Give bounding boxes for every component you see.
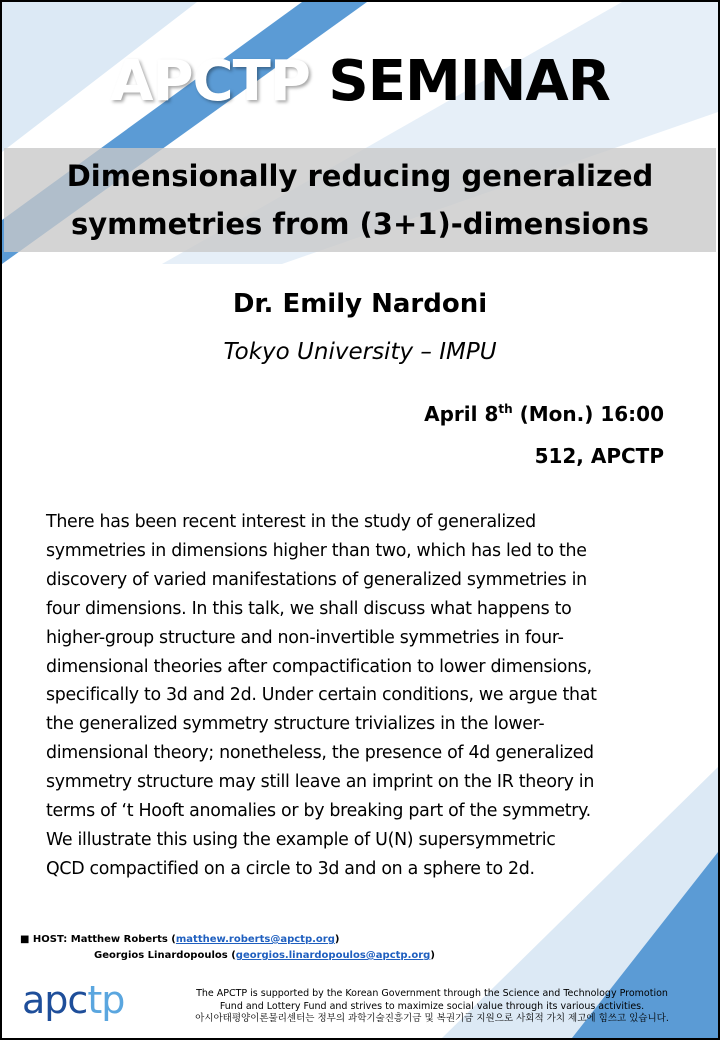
host-info bbox=[20, 932, 520, 964]
abstract-line: specifically to 3d and 2d. Under certain conditions, we argue that bbox=[46, 685, 597, 706]
host-name: Matthew Roberts bbox=[70, 934, 168, 945]
abstract-line: terms of ‘t Hooft anomalies or by breaking part of the symmetry. bbox=[46, 801, 591, 822]
abstract-line: the generalized symmetry structure trivializes in the lower- bbox=[46, 714, 545, 735]
abstract-line: We illustrate this using the example of U(N) supersymmetric bbox=[46, 829, 556, 850]
date-prefix: April 8 bbox=[424, 402, 499, 426]
footer-line: Fund and Lottery Fund and strives to maximize social value through its various activities. bbox=[219, 1000, 645, 1012]
abstract-line: four dimensions. In this talk, we shall discuss what happens to bbox=[46, 598, 572, 619]
date-suffix-sup: th bbox=[498, 402, 513, 416]
abstract-line: discovery of varied manifestations of generalized symmetries in bbox=[46, 569, 587, 590]
title-apctp: APCTP bbox=[110, 49, 310, 114]
footer-line: 아시아태평양이론물리센터는 정부의 과학기술진흥기금 및 복권기금 지원으로 사회적 가치 제고에 힘쓰고 있습니다. bbox=[195, 1013, 669, 1024]
date-time: (Mon.) 16:00 bbox=[512, 402, 664, 426]
title-seminar: SEMINAR bbox=[328, 49, 610, 114]
talk-title bbox=[2, 152, 718, 248]
logo-text-part: apc bbox=[22, 978, 88, 1022]
host-email-link[interactable]: georgios.linardopoulos@apctp.org bbox=[235, 950, 431, 961]
speaker-affiliation: Tokyo University – IMPU bbox=[223, 339, 497, 365]
talk-title-line: Dimensionally reducing generalized bbox=[66, 159, 654, 193]
abstract-line: There has been recent interest in the study of generalized bbox=[46, 512, 536, 532]
abstract-line: symmetry structure may still leave an imprint on the IR theory in bbox=[46, 772, 595, 793]
host-name: Georgios Linardopoulos bbox=[94, 950, 228, 961]
apctp-logo bbox=[22, 978, 124, 1022]
support-footer bbox=[152, 988, 712, 1026]
abstract-line: dimensional theories after compactification to lower dimensions, bbox=[46, 656, 592, 677]
host-row: ■ HOST: Matthew Roberts (matthew.roberts@apctp.org) bbox=[20, 934, 340, 945]
abstract-line: symmetries in dimensions higher than two, which has led to the bbox=[46, 540, 587, 561]
abstract-line: QCD compactified on a circle to 3d and on a sphere to 2d. bbox=[46, 858, 535, 879]
abstract-line: dimensional theory; nonetheless, the presence of 4d generalized bbox=[46, 743, 594, 764]
abstract bbox=[46, 508, 698, 884]
host-label: ■ HOST: bbox=[20, 934, 68, 945]
talk-title-line: symmetries from (3+1)-dimensions bbox=[70, 207, 650, 241]
footer-line: The APCTP is supported by the Korean Government through the Science and Technology Promotion bbox=[196, 988, 668, 999]
host-row: Georgios Linardopoulos (georgios.linardopoulos@apctp.org) bbox=[94, 950, 435, 961]
seminar-venue: 512, APCTP bbox=[534, 444, 664, 468]
poster-title bbox=[2, 48, 718, 116]
host-email-link[interactable]: matthew.roberts@apctp.org bbox=[175, 934, 335, 945]
logo-text-part: tp bbox=[87, 978, 125, 1022]
speaker-name: Dr. Emily Nardoni bbox=[232, 289, 488, 319]
abstract-line: higher-group structure and non-invertible symmetries in four- bbox=[46, 627, 564, 648]
seminar-date bbox=[424, 394, 664, 434]
